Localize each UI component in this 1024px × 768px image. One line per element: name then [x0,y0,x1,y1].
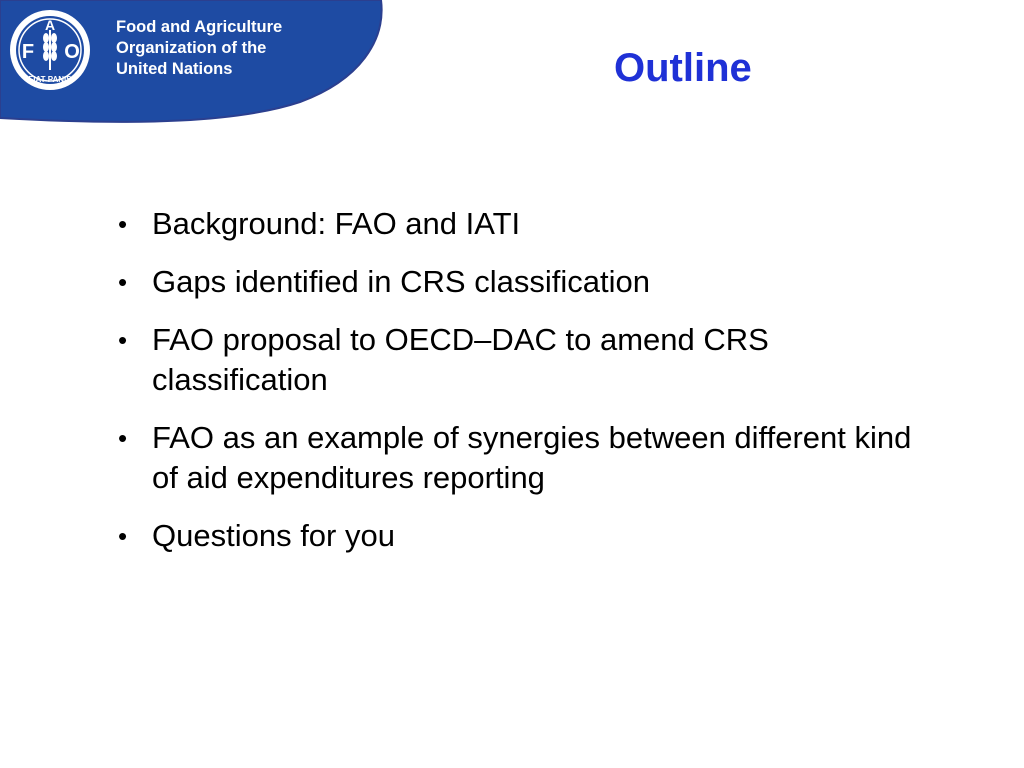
logo-letter-a: A [44,17,56,33]
bullet-dot-icon: • [118,325,128,355]
bullet-item [112,262,942,302]
bullet-item [112,418,942,498]
bullet-dot-icon: • [118,423,128,453]
bullet-text: FAO as an example of synergies between different kind of aid expenditures reporting [152,420,912,495]
logo-letter-o: O [64,41,80,63]
bullet-text: Questions for you [152,518,395,553]
logo-letter-f: F [21,41,35,63]
slide-title: Outline [614,46,752,90]
bullet-item [112,204,942,244]
bullet-text: FAO proposal to OECD–DAC to amend CRS classification [152,322,769,397]
organization-name [116,17,282,80]
bullet-item [112,516,942,556]
header-banner [0,0,384,124]
bullet-item [112,320,942,400]
bullet-dot-icon: • [118,521,128,551]
org-name-line-3: United Nations [116,60,233,78]
bullet-text: Gaps identified in CRS classification [152,264,650,299]
bullet-list [112,204,942,574]
org-name-line-1: Food and Agriculture [116,18,283,36]
bullet-dot-icon: • [118,267,128,297]
logo-motto: FIAT PANIS [28,75,72,84]
bullet-text: Background: FAO and IATI [152,206,521,241]
fao-logo-icon [8,8,92,92]
org-name-line-2: Organization of the [116,39,267,57]
bullet-dot-icon: • [118,209,128,239]
